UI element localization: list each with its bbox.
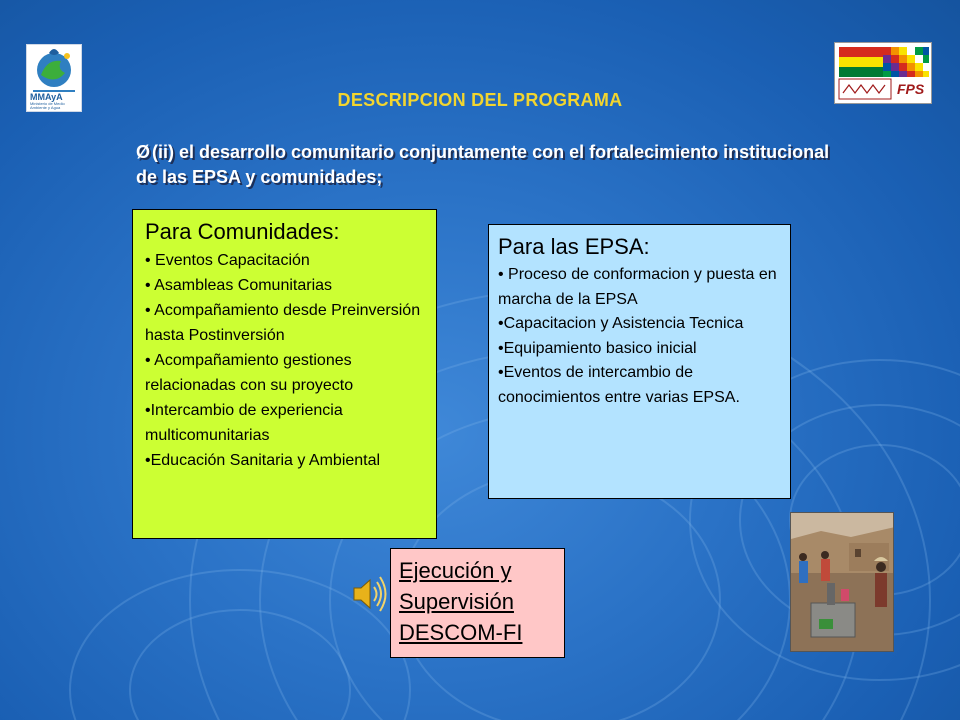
ejecucion-line: DESCOM-FI [399, 620, 523, 645]
comunidades-item: • Acompañamiento gestiones relacionadas con su proyecto [145, 352, 354, 394]
epsa-item: •Capacitacion y Asistencia Tecnica [498, 315, 744, 332]
epsa-item: •Equipamiento basico inicial [498, 339, 697, 357]
fps-logo-text: FPS [897, 81, 925, 97]
comunidades-box [132, 209, 437, 539]
ejecucion-line: Supervisión [399, 589, 514, 614]
community-photo [790, 512, 894, 652]
comunidades-item: •Educación Sanitaria y Ambiental [145, 452, 381, 469]
epsa-item: • Proceso de conformacion y puesta en marcha de la EPSA [498, 266, 777, 308]
ejecucion-line: Ejecución y [399, 558, 512, 583]
comunidades-item: • Asambleas Comunitarias [145, 277, 333, 294]
epsa-heading: Para las EPSA: [498, 234, 650, 259]
slide-title: DESCRIPCION DEL PROGRAMA [337, 90, 623, 110]
comunidades-heading: Para Comunidades: [145, 219, 340, 244]
speaker-icon[interactable] [350, 572, 388, 616]
mmaya-logo-text: MMAyA [30, 92, 63, 102]
mmaya-logo-caption: Ministerio de Medio Ambiente y Agua [30, 102, 65, 110]
arrow-bullet-icon: Ø [136, 142, 151, 162]
epsa-box [488, 224, 791, 499]
comunidades-item: • Acompañamiento desde Preinversión hasta Postinversión [145, 302, 421, 344]
comunidades-item: •Intercambio de experiencia multicomunitarias [145, 402, 343, 444]
slide-subtitle [136, 140, 836, 190]
ejecucion-box[interactable] [390, 548, 565, 658]
comunidades-item: • Eventos Capacitación [145, 252, 310, 269]
subtitle-text: (ii) el desarrollo comunitario conjuntamente con el fortalecimiento institucional de las EPSA y comunidades; [136, 142, 830, 187]
epsa-item: •Eventos de intercambio de conocimientos entre varias EPSA. [498, 364, 740, 406]
